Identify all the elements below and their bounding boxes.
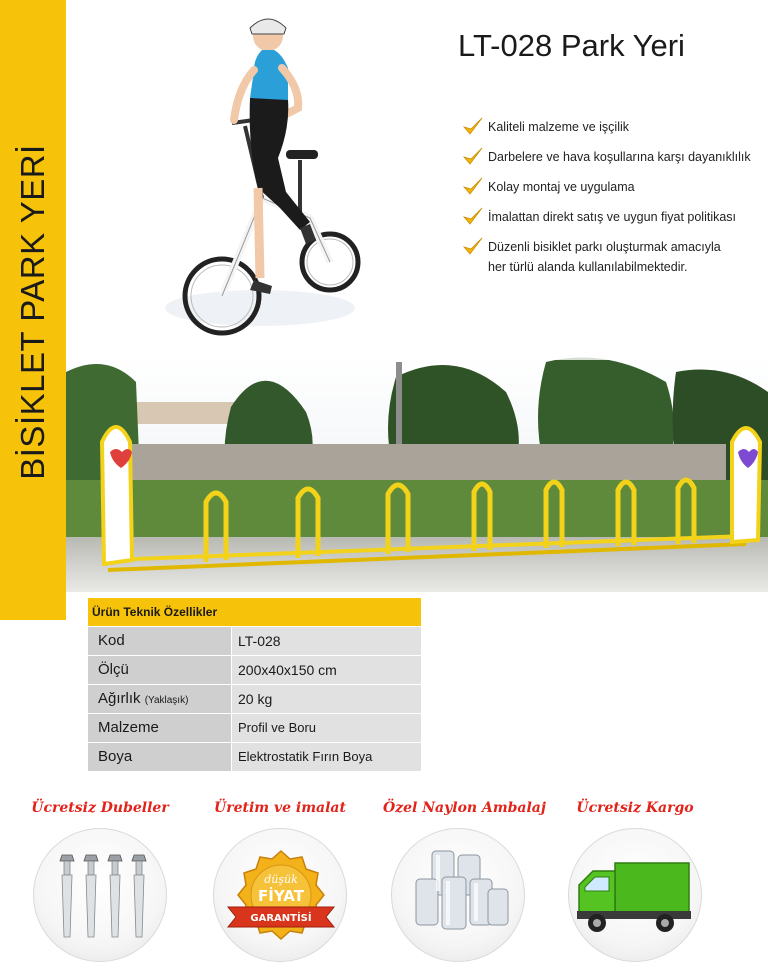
- wall-plug-screws-icon: [33, 828, 167, 962]
- delivery-truck-icon: [568, 828, 702, 962]
- feature-text: Darbelere ve hava koşullarına karşı dayanıklılık: [488, 150, 751, 164]
- page-title: LT-028 Park Yeri: [458, 28, 685, 63]
- feature-text: Düzenli bisiklet parkı oluşturmak amacıyla: [488, 240, 721, 254]
- feature-text: Kolay montaj ve uygulama: [488, 180, 635, 194]
- spec-label: Kod: [88, 627, 231, 655]
- feature-text-continuation: her türlü alanda kullanılabilmektedir.: [488, 260, 688, 274]
- spec-value: Elektrostatik Fırın Boya: [232, 743, 421, 771]
- check-icon: [462, 207, 484, 227]
- side-banner-text: BİSİKLET PARK YERİ: [14, 144, 51, 480]
- spec-label-note: (Yaklaşık): [144, 695, 189, 706]
- feature-item: [462, 232, 768, 262]
- low-price-guarantee-icon: [213, 828, 347, 962]
- cyclist-photo: [150, 8, 390, 353]
- feature-item: [462, 202, 768, 232]
- feature-text: Kaliteli malzeme ve işçilik: [488, 120, 630, 134]
- feature-item: [462, 172, 768, 202]
- spec-value: 20 kg: [232, 685, 421, 713]
- seal-top-text: düşük: [264, 873, 298, 886]
- spec-label: Boya: [88, 743, 231, 771]
- badge-free-dowels: [25, 798, 175, 962]
- spec-row-malzeme: [88, 714, 421, 742]
- spec-label: Malzeme: [88, 714, 231, 742]
- badge-title: Özel Naylon Ambalaj: [383, 800, 546, 816]
- spec-row-agirlik: [88, 685, 421, 713]
- spec-table-header: Ürün Teknik Özellikler: [88, 598, 421, 626]
- spec-label: Ölçü: [88, 656, 231, 684]
- feature-text: İmalattan direkt satış ve uygun fiyat politikası: [488, 210, 737, 224]
- check-icon: [462, 177, 484, 197]
- feature-item: [462, 112, 768, 142]
- spec-label: Ağırlık (Yaklaşık): [88, 685, 231, 713]
- badge-production: [205, 798, 355, 962]
- check-icon: [462, 237, 484, 257]
- badge-title: Üretim ve imalat: [214, 800, 346, 816]
- badge-title: Ücretsiz Kargo: [576, 800, 694, 816]
- badge-free-shipping: [560, 798, 710, 962]
- spec-value: Profil ve Boru: [232, 714, 421, 742]
- spec-row-olcu: [88, 656, 421, 684]
- spec-value: 200x40x150 cm: [232, 656, 421, 684]
- spec-row-boya: [88, 743, 421, 771]
- bike-rack-photo: [66, 352, 768, 592]
- spec-row-kod: [88, 627, 421, 655]
- check-icon: [462, 117, 484, 137]
- spec-value: LT-028: [232, 627, 421, 655]
- side-banner: [0, 0, 66, 620]
- spec-table: [88, 598, 421, 771]
- badge-title: Ücretsiz Dubeller: [31, 800, 169, 816]
- feature-list: [462, 112, 768, 276]
- feature-item: [462, 142, 768, 172]
- check-icon: [462, 147, 484, 167]
- plastic-film-rolls-icon: [391, 828, 525, 962]
- seal-mid-text: FİYAT: [258, 887, 304, 905]
- badge-nylon-packaging: [383, 798, 546, 962]
- seal-ribbon-text: GARANTİSİ: [250, 913, 312, 924]
